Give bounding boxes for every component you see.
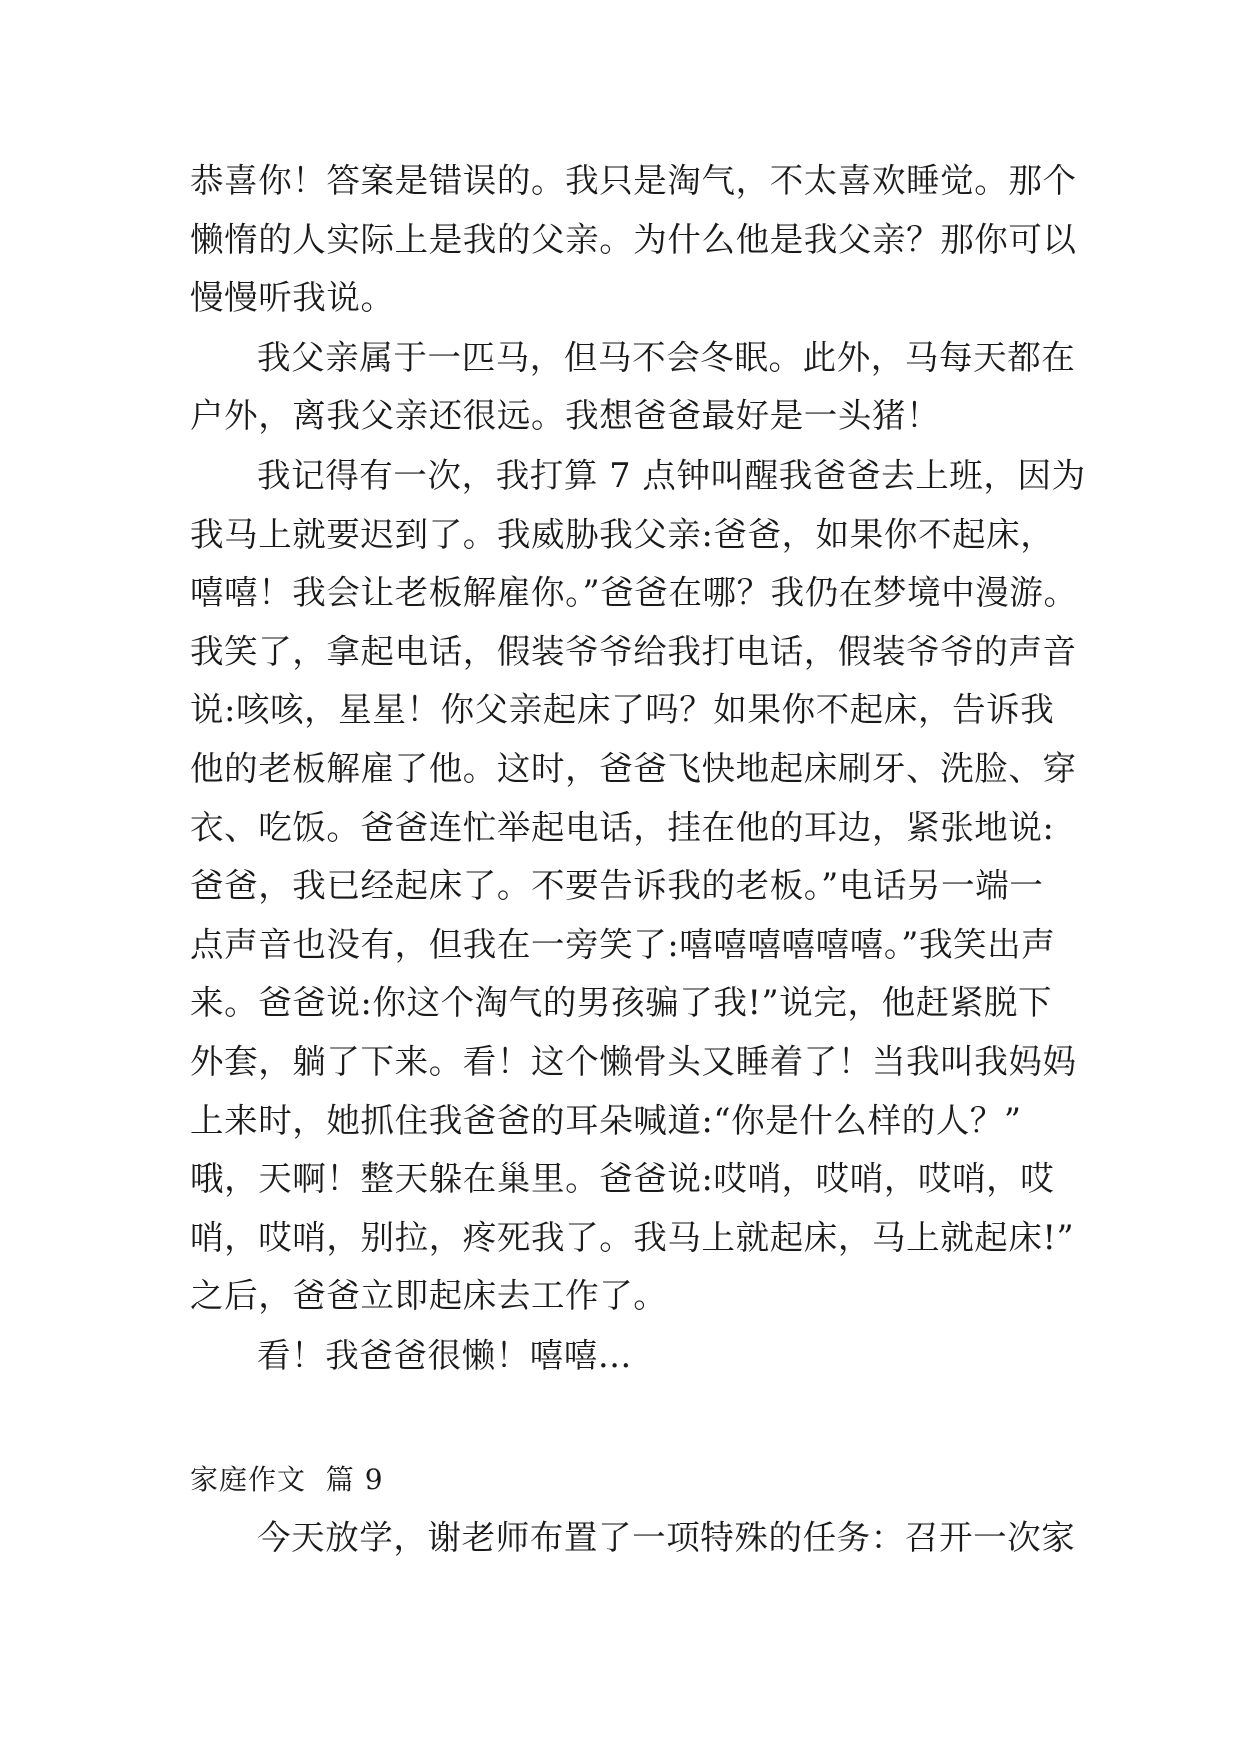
text-line: 之后，爸爸立即起床去工作了。 xyxy=(190,1276,668,1316)
text-line: 爸爸，我已经起床了。不要告诉我的老板。”电话另一端一 xyxy=(190,866,1044,906)
paragraph-3 xyxy=(190,447,1086,1326)
text-line: 懒惰的人实际上是我的父亲。为什么他是我父亲？那你可以 xyxy=(190,219,1077,259)
paragraph-2 xyxy=(190,329,1076,446)
text-line: 今天放学，谢老师布置了一项特殊的任务：召开一次家 xyxy=(257,1518,1076,1558)
text-line: 哦，天啊！整天躲在巢里。爸爸说:哎哨，哎哨，哎哨，哎 xyxy=(190,1159,1055,1199)
text-line: 恭喜你！答案是错误的。我只是淘气，不太喜欢睡觉。那个 xyxy=(190,161,1077,200)
text-line: 衣、吃饭。爸爸连忙举起电话，挂在他的耳边，紧张地说: xyxy=(190,807,1055,847)
text-line: 外套，躺了下来。看！这个懒骨头又睡着了！当我叫我妈妈 xyxy=(190,1041,1077,1081)
paragraph-5 xyxy=(190,1509,1076,1568)
section-heading: 家庭作文 篇 9 xyxy=(190,1463,384,1497)
text-line: 上来时，她抓住我爸爸的耳朵喊道:“你是什么样的人？” xyxy=(190,1100,1022,1140)
text-line: 看！我爸爸很懒！嘻嘻... xyxy=(257,1335,632,1375)
paragraph-4 xyxy=(190,1327,1070,1386)
text-line: 嘻嘻！我会让老板解雇你。”爸爸在哪？我仍在梦境中漫游。 xyxy=(190,573,1078,613)
text-line: 我父亲属于一匹马，但马不会冬眠。此外，马每天都在 xyxy=(257,337,1076,377)
text-line: 我马上就要迟到了。我威胁我父亲:爸爸，如果你不起床， xyxy=(190,514,1055,554)
document-body xyxy=(190,152,1086,1569)
text-line: 我记得有一次，我打算 7 点钟叫醒我爸爸去上班，因为 xyxy=(257,455,1086,495)
text-line: 他的老板解雇了他。这时，爸爸飞快地起床刷牙、洗脸、穿 xyxy=(190,748,1077,788)
paragraph-1 xyxy=(190,152,1077,328)
text-line: 点声音也没有，但我在一旁笑了:嘻嘻嘻嘻嘻嘻。”我笑出声 xyxy=(190,924,1056,964)
text-line: 我笑了，拿起电话，假装爷爷给我打电话，假装爷爷的声音 xyxy=(190,631,1077,671)
text-line: 哨，哎哨，别拉，疼死我了。我马上就起床，马上就起床!” xyxy=(190,1217,1075,1257)
text-line: 说:咳咳，星星！你父亲起床了吗？如果你不起床，告诉我 xyxy=(190,690,1055,730)
text-line: 来。爸爸说:你这个淘气的男孩骗了我!”说完，他赶紧脱下 xyxy=(190,983,1053,1023)
text-line: 户外，离我父亲还很远。我想爸爸最好是一头猪！ xyxy=(190,396,941,436)
text-line: 慢慢听我说。 xyxy=(190,278,395,318)
